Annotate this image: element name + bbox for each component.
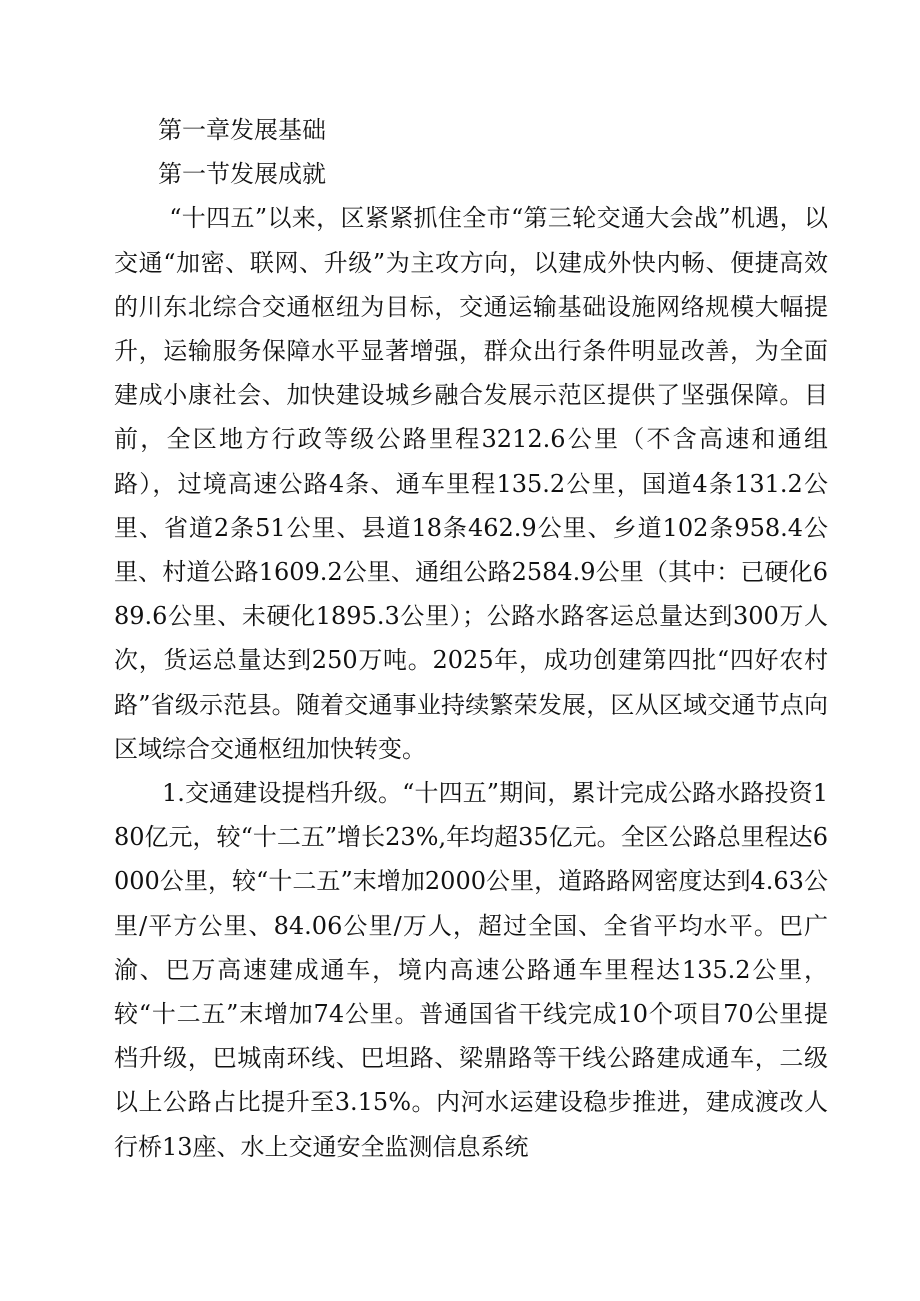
paragraph-construction: 1.交通建设提档升级。“十四五”期间，累计完成公路水路投资180亿元，较“十二五”增长23%,年均超35亿元。全区公路总里程达6000公里，较“十二五”末增加2000公里，道路路网密度达到4.63公里/平方公里、84.06公里/万人，超过全国、全省平均水平。巴广渝、巴万高速建成通车，境内高速公路通车里程达135.2公里，较“十二五”末增加74公里。普通国省干线完成10个项目70公里提档升级，巴城南环线、巴坦路、梁鼎路等干线公路建成通车，二级以上公路占比提升至3.15%。内河水运建设稳步推进，建成渡改人行桥13座、水上交通安全监测信息系统 <box>114 779 828 1161</box>
document-body <box>114 108 828 1169</box>
chapter-title: 第一章发展基础 <box>158 116 326 144</box>
section-title: 第一节发展成就 <box>158 160 326 189</box>
paragraph-overview: “十四五”以来，区紧紧抓住全市“第三轮交通大会战”机遇，以交通“加密、联网、升级”为主攻方向，以建成外快内畅、便捷高效的川东北综合交通枢纽为目标，交通运输基础设施网络规模大幅提升，运输服务保障水平显著增强，群众出行条件明显改善，为全面建成小康社会、加快建设城乡融合发展示范区提供了坚强保障。目前，全区地方行政等级公路里程3212.6公里（不含高速和通组路），过境高速公路4条、通车里程135.2公里，国道4条131.2公里、省道2条51公里、县道18条462.9公里、乡道102条958.4公里、村道公路1609.2公里、通组公路2584.9公里（其中：已硬化689.6公里、未硬化1895.3公里）；公路水路客运总量达到300万人次，货运总量达到250万吨。2025年，成功创建第四批“四好农村路”省级示范县。随着交通事业持续繁荣发展，区从区域交通节点向区域综合交通枢纽加快转变。 <box>114 204 828 763</box>
